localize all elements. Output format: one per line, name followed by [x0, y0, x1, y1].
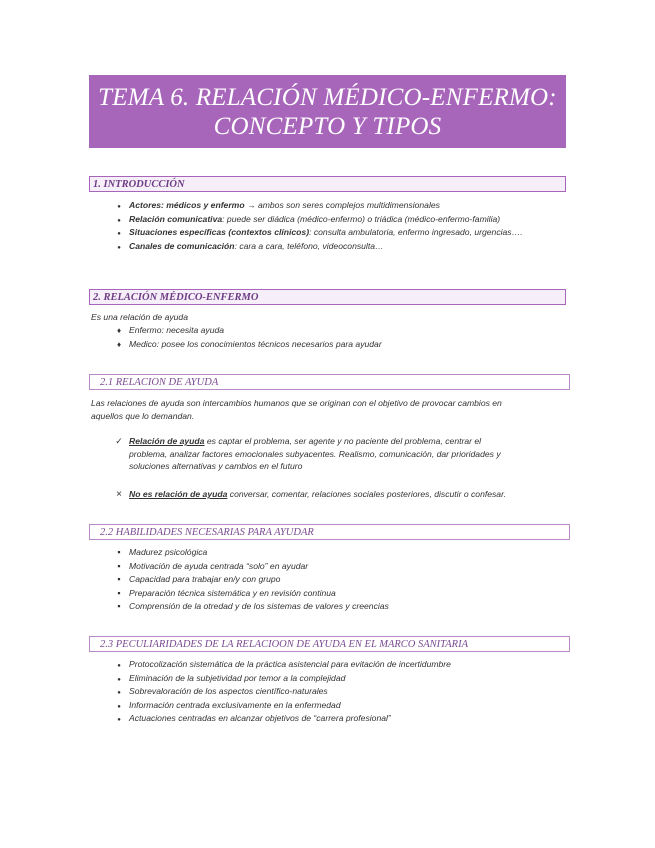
list-item: ● Situaciones específicas (contextos clínicos): consulta ambulatoria, enfermo ingresado, urgencias…. — [113, 226, 523, 240]
diamond-bullet-icon — [113, 338, 125, 352]
list-item: ▪ Comprensión de la otredad y de los sistemas de valores y creencias — [113, 600, 389, 614]
list-item: ♦ Medico: posee los conocimientos técnicos necesarios para ayudar — [113, 338, 382, 352]
peculiaridades-list — [113, 658, 451, 726]
intro-list — [113, 199, 523, 253]
title-line-2: CONCEPTO Y TIPOS — [213, 113, 442, 140]
list-item: ● Canales de comunicación: cara a cara, teléfono, videoconsulta… — [113, 240, 523, 254]
list-item: ● Relación comunicativa: puede ser diádica (médico-enfermo) o triádica (médico-enfermo-familia) — [113, 213, 523, 227]
cross-icon — [113, 488, 125, 502]
square-bullet-icon — [113, 600, 125, 614]
relacion-intro-text: Es una relación de ayuda — [91, 312, 188, 322]
diamond-bullet-icon — [113, 324, 125, 338]
check-icon — [113, 435, 125, 448]
list-item: ● Sobrevaloración de los aspectos científico-naturales — [113, 685, 451, 699]
ayuda-check-item: ✓ Relación de ayuda es captar el problema, ser agente y no paciente del problema, centrar el problema, analizar factores emocionales subyacentes. Realismo, comunicación, dar prioridades y soluciones alternativas y cambios en el futuro — [113, 435, 563, 473]
document-title — [89, 75, 566, 148]
subsection-heading-habilidades: 2.2 HABILIDADES NECESARIAS PARA AYUDAR — [89, 524, 570, 540]
subsection-heading-relacion-ayuda: 2.1 RELACION DE AYUDA — [89, 374, 570, 390]
list-item: ♦ Enfermo: necesita ayuda — [113, 324, 382, 338]
title-line-1: TEMA 6. RELACIÓN MÉDICO-ENFERMO: — [98, 84, 557, 111]
list-item: ● Protocolización sistemática de la práctica asistencial para evitación de incertidumbre — [113, 658, 451, 672]
list-item: ● Eliminación de la subjetividad por temor a la complejidad — [113, 672, 451, 686]
ayuda-paragraph: Las relaciones de ayuda son intercambios humanos que se originan con el objetivo de provocar cambios en aquellos que lo demandan. — [91, 398, 502, 421]
habilidades-list — [113, 546, 389, 614]
list-item: ▪ Madurez psicológica — [113, 546, 389, 560]
square-bullet-icon — [113, 560, 125, 574]
square-bullet-icon — [113, 546, 125, 560]
list-item: ● Actores: médicos y enfermo → ambos son seres complejos multidimensionales — [113, 199, 523, 213]
list-item: ▪ Motivación de ayuda centrada “solo” en ayudar — [113, 560, 389, 574]
square-bullet-icon — [113, 587, 125, 601]
bullet-icon — [113, 240, 125, 256]
relacion-list — [113, 324, 382, 351]
section-heading-relacion: 2. RELACIÓN MÉDICO-ENFERMO — [89, 289, 566, 305]
subsection-heading-peculiaridades: 2.3 PECULIARIDADES DE LA RELACIOON DE AYUDA EN EL MARCO SANITARIA — [89, 636, 570, 652]
list-item: ● Información centrada exclusivamente en la enfermedad — [113, 699, 451, 713]
list-item: ▪ Preparación técnica sistemática y en revisión continua — [113, 587, 389, 601]
list-item: ▪ Capacidad para trabajar en/y con grupo — [113, 573, 389, 587]
bullet-icon — [113, 712, 125, 728]
square-bullet-icon — [113, 573, 125, 587]
ayuda-cross-item: × No es relación de ayuda conversar, comentar, relaciones sociales posteriores, discutir o confesar. — [113, 488, 573, 501]
list-item: ● Actuaciones centradas en alcanzar objetivos de “carrera profesional” — [113, 712, 451, 726]
section-heading-introduccion: 1. INTRODUCCIÓN — [89, 176, 566, 192]
